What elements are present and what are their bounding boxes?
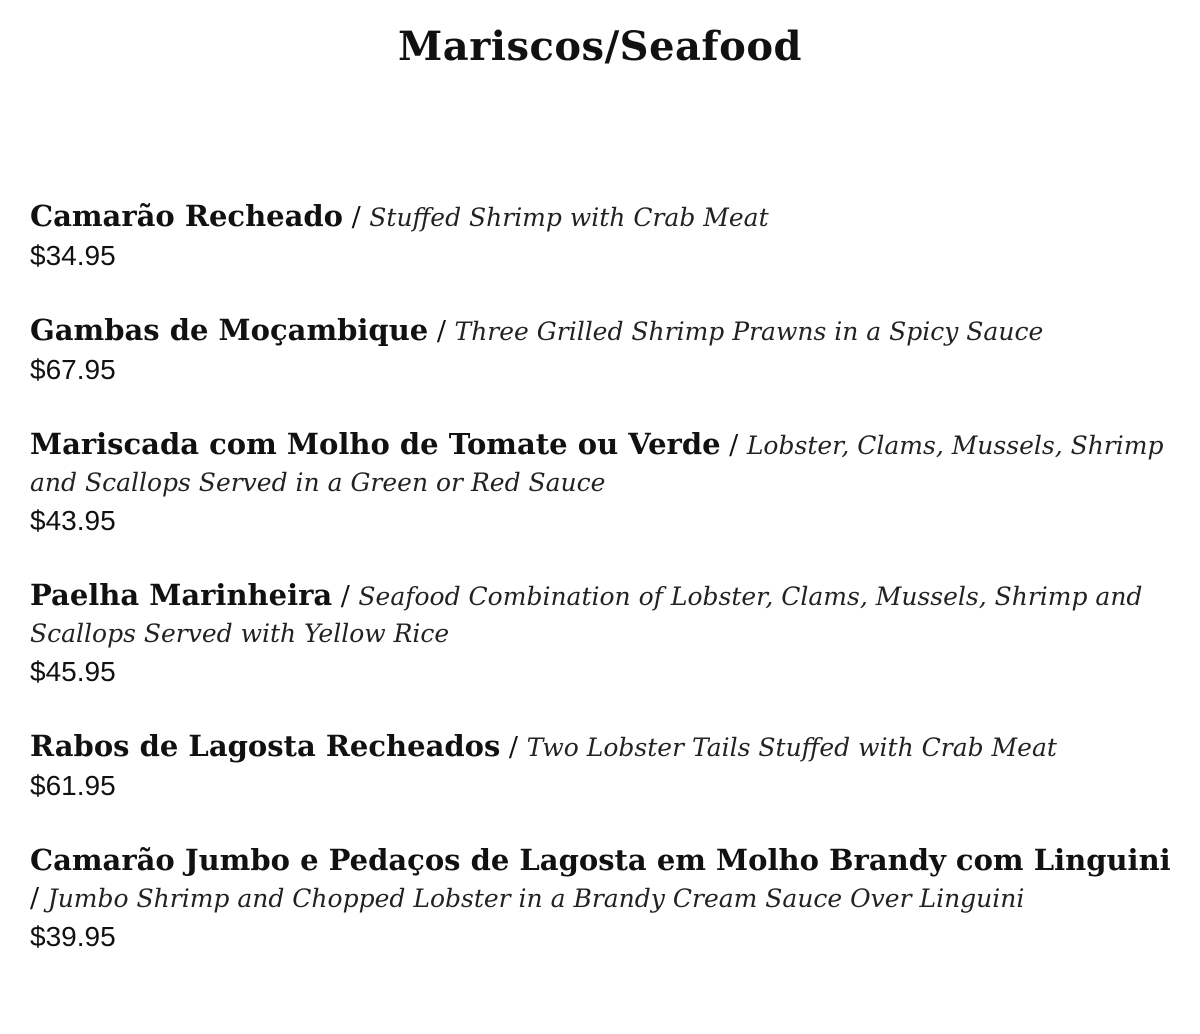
menu-item-name: Camarão Jumbo e Pedaços de Lagosta em Molho Brandy com Linguini [30, 843, 1171, 877]
menu-item-price: $34.95 [30, 240, 116, 271]
menu-item-name: Mariscada com Molho de Tomate ou Verde [30, 427, 721, 461]
menu-item-line [30, 426, 1180, 501]
menu-item-price: $43.95 [30, 505, 116, 536]
menu-item-price: $67.95 [30, 354, 116, 385]
menu-item [30, 842, 1180, 954]
menu-item-description: Jumbo Shrimp and Chopped Lobster in a Brandy Cream Sauce Over Linguini [47, 884, 1025, 913]
menu-item-description: Stuffed Shrimp with Crab Meat [369, 203, 769, 232]
menu-item-separator: / [428, 316, 455, 347]
menu-item-name: Gambas de Moçambique [30, 313, 429, 347]
menu-item-name: Paelha Marinheira [30, 578, 333, 612]
menu-item [30, 312, 1180, 387]
menu-item-line [30, 198, 1180, 236]
menu-item-name: Rabos de Lagosta Recheados [30, 729, 501, 763]
menu-item-price: $61.95 [30, 770, 116, 801]
menu-item-price: $39.95 [30, 921, 116, 952]
menu-item-description: Lobster, Clams, Mussels, Shrimp and Scallops Served in a Green or Red Sauce [30, 431, 1164, 497]
page-title: Mariscos/Seafood [398, 23, 802, 70]
menu-item-separator: / [343, 202, 370, 233]
menu-item-separator: / [720, 430, 747, 461]
menu-item-line [30, 842, 1180, 917]
seafood-menu-list [30, 198, 1180, 993]
menu-item [30, 577, 1180, 689]
menu-item-description: Seafood Combination of Lobster, Clams, Mussels, Shrimp and Scallops Served with Yellow Rice [30, 582, 1143, 648]
menu-item [30, 426, 1180, 538]
menu-item-price: $45.95 [30, 656, 116, 687]
menu-item-line [30, 728, 1180, 766]
menu-item-name: Camarão Recheado [30, 199, 344, 233]
menu-item-line [30, 577, 1180, 652]
menu-item-line [30, 312, 1180, 350]
menu-item-separator: / [500, 732, 527, 763]
menu-item-description: Two Lobster Tails Stuffed with Crab Meat [526, 733, 1057, 762]
menu-item-separator: / [30, 883, 48, 914]
menu-item [30, 198, 1180, 273]
menu-item [30, 728, 1180, 803]
menu-item-separator: / [332, 581, 359, 612]
menu-item-description: Three Grilled Shrimp Prawns in a Spicy Sauce [454, 317, 1044, 346]
